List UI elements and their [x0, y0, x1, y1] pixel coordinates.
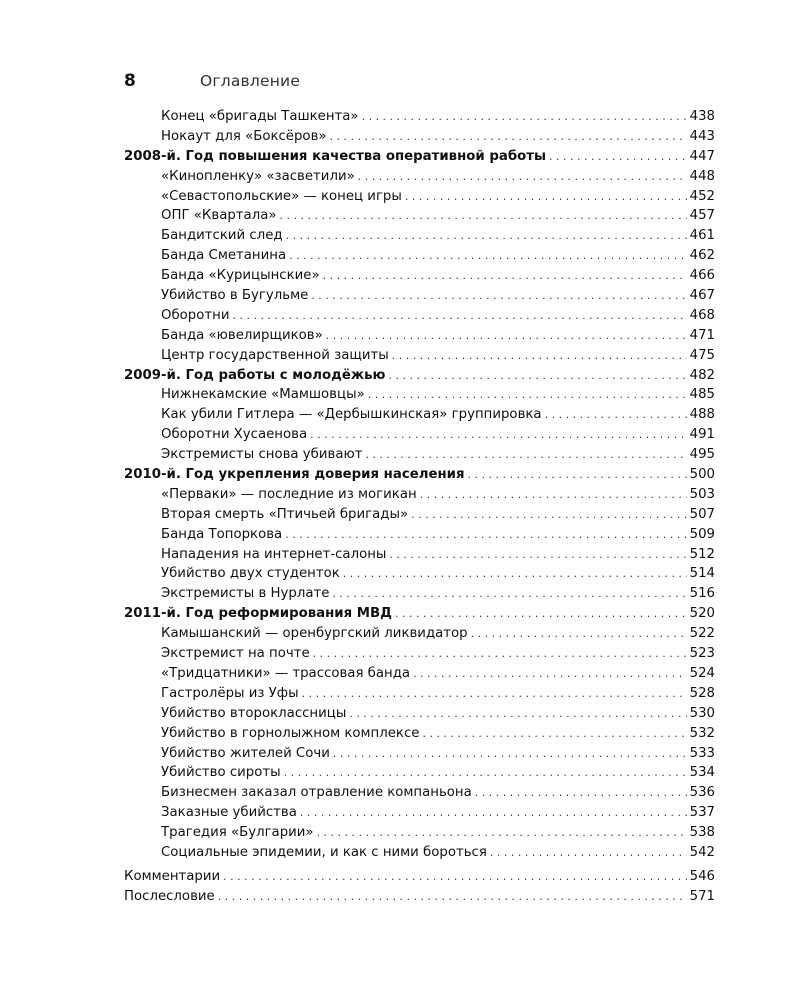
toc-entry-page: 475 [689, 347, 715, 363]
toc-entry [124, 346, 715, 366]
toc-entry [124, 664, 715, 684]
toc-entry-page: 571 [689, 888, 715, 904]
toc-entry [124, 887, 715, 907]
toc-entry [124, 525, 715, 545]
toc-entry-page: 509 [689, 526, 715, 542]
toc-entry-page: 528 [689, 685, 715, 701]
toc-entry-page: 443 [689, 128, 715, 144]
toc-entry-title: Нападения на интернет-салоны [161, 546, 387, 562]
toc-entry [124, 266, 715, 286]
dot-leader [311, 286, 686, 306]
toc-entry-page: 448 [689, 168, 715, 184]
toc-entry-title: Оборотни [161, 307, 230, 323]
dot-leader [475, 783, 687, 803]
toc-entry-page: 546 [689, 868, 715, 884]
dot-leader [223, 867, 686, 887]
toc-chapter-entry [124, 465, 715, 485]
toc-entry-title: Убийство жителей Сочи [161, 745, 330, 761]
toc-entry-page: 500 [689, 467, 715, 483]
dot-leader [285, 525, 686, 545]
dot-leader [468, 465, 687, 485]
toc-entry-page: 468 [689, 307, 715, 323]
toc-entry-title: Нокаут для «Боксёров» [161, 128, 327, 144]
toc-entry-title: Вторая смерть «Птичьей бригады» [161, 506, 409, 522]
toc-entry [124, 684, 715, 704]
dot-leader [405, 187, 687, 207]
toc-entry [124, 107, 715, 127]
toc-entry [124, 843, 715, 863]
toc-entry-page: 512 [689, 546, 715, 562]
toc-entry [124, 485, 715, 505]
toc-chapter-entry [124, 147, 715, 167]
toc-entry-page: 538 [689, 825, 715, 841]
toc-entry [124, 306, 715, 326]
toc-entry [124, 226, 715, 246]
dot-leader [349, 704, 686, 724]
dot-leader [284, 763, 687, 783]
toc-entry-title: Бизнесмен заказал отравление компаньона [161, 785, 472, 801]
dot-leader [420, 485, 687, 505]
toc-entry-title: 2008-й. Год повышения качества оперативной работы [124, 148, 547, 164]
toc-entry [124, 286, 715, 306]
dot-leader [232, 306, 686, 326]
toc-entry-page: 534 [689, 765, 715, 781]
toc-entry-title: 2009-й. Год работы с молодёжью [124, 367, 386, 383]
toc-entry-page: 522 [689, 626, 715, 642]
toc-entry-title: Камышанский — оренбургский ликвидатор [161, 626, 468, 642]
dot-leader [471, 624, 687, 644]
toc-entry [124, 445, 715, 465]
toc-entry-page: 537 [689, 805, 715, 821]
dot-leader [388, 366, 686, 386]
page-number: 8 [124, 71, 136, 91]
toc-entry-page: 491 [689, 427, 715, 443]
dot-leader [411, 505, 687, 525]
toc-entry [124, 505, 715, 525]
toc-entry-page: 467 [689, 288, 715, 304]
table-of-contents [124, 107, 715, 907]
toc-entry [124, 624, 715, 644]
toc-entry [124, 724, 715, 744]
toc-entry [124, 187, 715, 207]
dot-leader [362, 107, 687, 127]
toc-entry-title: Убийство сироты [161, 765, 281, 781]
toc-entry [124, 763, 715, 783]
dot-leader [317, 823, 687, 843]
page-header [124, 71, 300, 91]
toc-entry-title: Социальные эпидемии, и как с ними бороться [161, 844, 487, 860]
toc-entry [124, 867, 715, 887]
toc-entry-title: Банда «ювелирщиков» [161, 327, 323, 343]
toc-entry [124, 744, 715, 764]
dot-leader [313, 644, 687, 664]
toc-entry [124, 127, 715, 147]
toc-entry-title: «Кинопленку» «засветили» [161, 168, 355, 184]
toc-entry-page: 520 [689, 606, 715, 622]
toc-entry [124, 803, 715, 823]
dot-leader [330, 127, 687, 147]
toc-entry-title: Банда «Курицынские» [161, 268, 320, 284]
toc-entry-title: 2011-й. Год реформирования МВД [124, 606, 392, 622]
dot-leader [286, 226, 687, 246]
toc-entry-title: Убийство второклассницы [161, 705, 347, 721]
toc-entry-page: 516 [689, 586, 715, 602]
toc-entry [124, 644, 715, 664]
toc-entry-title: 2010-й. Год укрепления доверия населения [124, 467, 465, 483]
toc-entry [124, 385, 715, 405]
toc-entry-title: Послесловие [124, 888, 215, 904]
toc-entry-title: «Перваки» — последние из могикан [161, 486, 417, 502]
toc-entry-page: 533 [689, 745, 715, 761]
toc-entry-page: 542 [689, 844, 715, 860]
toc-entry [124, 584, 715, 604]
toc-entry-page: 485 [689, 387, 715, 403]
toc-entry-page: 457 [689, 208, 715, 224]
toc-entry-page: 507 [689, 506, 715, 522]
toc-entry-page: 514 [689, 566, 715, 582]
toc-entry-title: «Тридцатники» — трассовая банда [161, 665, 411, 681]
toc-entry [124, 425, 715, 445]
toc-entry [124, 167, 715, 187]
toc-entry-page: 523 [689, 646, 715, 662]
toc-entry-page: 530 [689, 705, 715, 721]
toc-entry-title: Нижнекамские «Мамшовцы» [161, 387, 365, 403]
dot-leader [289, 246, 687, 266]
toc-entry-page: 466 [689, 268, 715, 284]
toc-entry [124, 783, 715, 803]
toc-entry-title: «Севастопольские» — конец игры [161, 188, 402, 204]
toc-entry-title: Заказные убийства [161, 805, 297, 821]
toc-entry-page: 524 [689, 665, 715, 681]
dot-leader [392, 346, 687, 366]
toc-entry [124, 326, 715, 346]
toc-entry [124, 246, 715, 266]
toc-entry-page: 461 [689, 228, 715, 244]
toc-chapter-entry [124, 366, 715, 386]
toc-entry [124, 823, 715, 843]
toc-entry-page: 447 [689, 148, 715, 164]
dot-leader [300, 803, 687, 823]
toc-entry-page: 471 [689, 327, 715, 343]
dot-leader [326, 326, 687, 346]
dot-leader [545, 405, 687, 425]
toc-entry-title: Оборотни Хусаенова [161, 427, 308, 443]
toc-entry-title: Убийство двух студенток [161, 566, 340, 582]
toc-entry-title: Экстремисты в Нурлате [161, 586, 330, 602]
dot-leader [332, 584, 686, 604]
toc-entry-title: Центр государственной защиты [161, 347, 389, 363]
toc-entry-page: 495 [689, 447, 715, 463]
running-title: Оглавление [200, 72, 301, 90]
toc-entry-title: Бандитский след [161, 228, 283, 244]
toc-entry-page: 462 [689, 248, 715, 264]
toc-entry [124, 405, 715, 425]
dot-leader [323, 266, 687, 286]
dot-leader [343, 564, 687, 584]
dot-leader [549, 147, 687, 167]
toc-entry-title: Комментарии [124, 868, 221, 884]
dot-leader [368, 385, 687, 405]
toc-chapter-entry [124, 604, 715, 624]
toc-entry-title: Убийство в Бугульме [161, 288, 309, 304]
toc-entry-title: Банда Топоркова [161, 526, 283, 542]
toc-entry-page: 438 [689, 109, 715, 124]
toc-entry [124, 564, 715, 584]
dot-leader [389, 545, 686, 565]
toc-entry-page: 452 [689, 188, 715, 204]
dot-leader [395, 604, 687, 624]
toc-entry-title: Экстремист на почте [161, 646, 310, 662]
toc-entry-page: 482 [689, 367, 715, 383]
dot-leader [279, 206, 686, 226]
toc-entry-page: 536 [689, 785, 715, 801]
dot-leader [413, 664, 687, 684]
dot-leader [358, 167, 687, 187]
dot-leader [422, 724, 686, 744]
toc-entry-title: Конец «бригады Ташкента» [161, 109, 359, 124]
toc-entry-title: Экстремисты снова убивают [161, 447, 363, 463]
dot-leader [218, 887, 687, 907]
toc-entry-page: 503 [689, 486, 715, 502]
dot-leader [365, 445, 686, 465]
toc-entry-title: Убийство в горнолыжном комплексе [161, 725, 420, 741]
toc-entry [124, 704, 715, 724]
toc-entry-title: Банда Сметанина [161, 248, 287, 264]
toc-entry-title: ОПГ «Квартала» [161, 208, 277, 224]
toc-entry [124, 206, 715, 226]
toc-entry-page: 532 [689, 725, 715, 741]
toc-entry-title: Трагедия «Булгарии» [161, 825, 314, 841]
dot-leader [490, 843, 687, 863]
toc-entry-title: Гастролёры из Уфы [161, 685, 299, 701]
toc-entry-page: 488 [689, 407, 715, 423]
toc-entry-title: Как убили Гитлера — «Дербышкинская» группировка [161, 407, 542, 423]
dot-leader [333, 744, 687, 764]
toc-entry [124, 545, 715, 565]
dot-leader [302, 684, 687, 704]
dot-leader [310, 425, 686, 445]
